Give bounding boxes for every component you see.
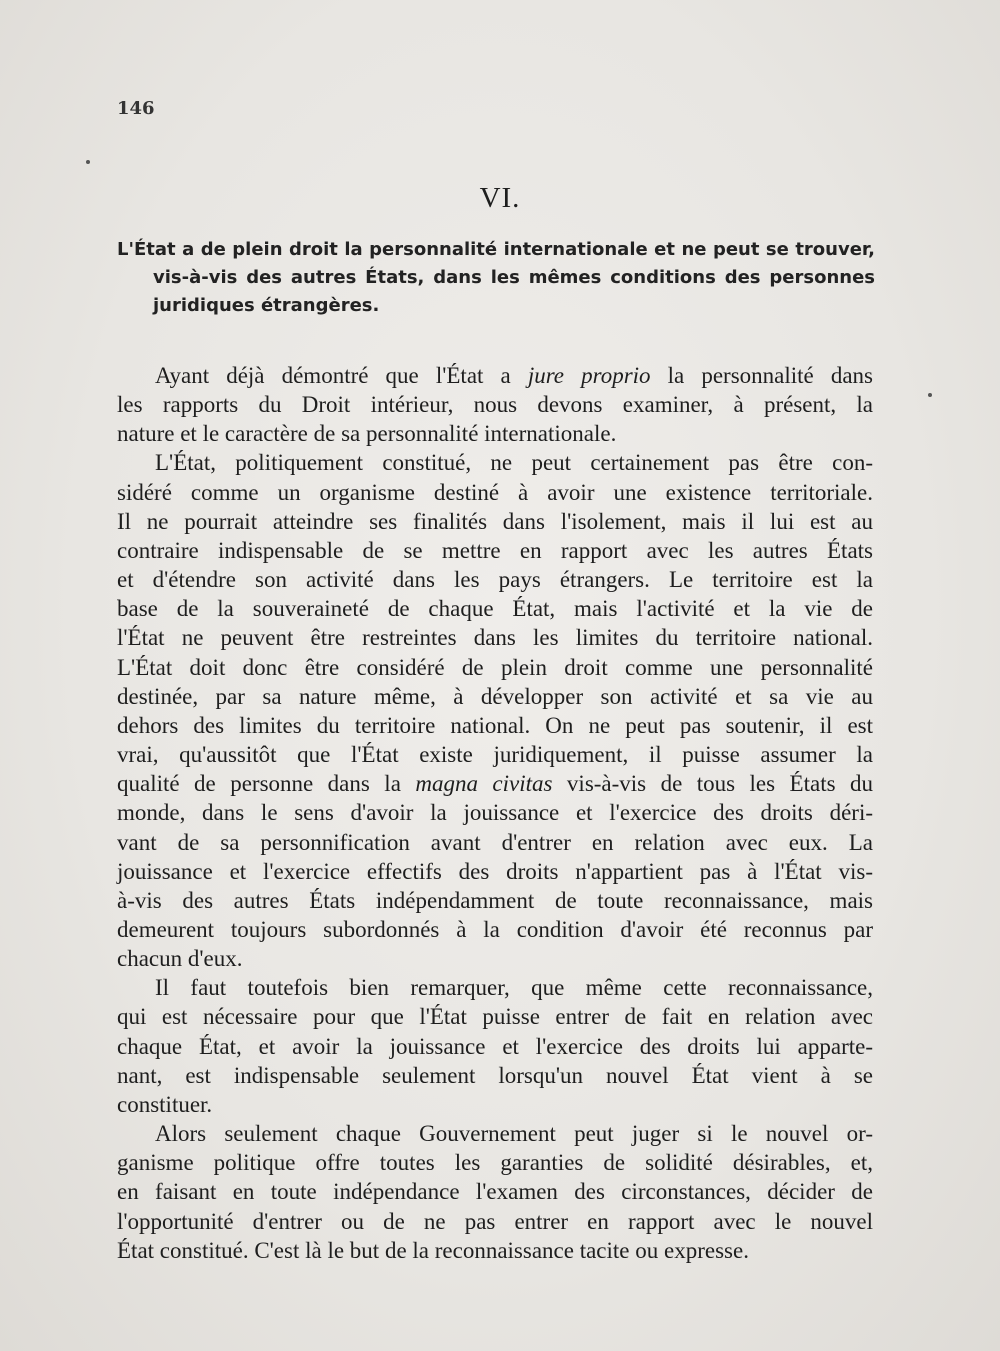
text-line: Il faut toutefois bien remarquer, que même cette reconnaissance, [155, 975, 873, 1001]
paragraph [117, 1119, 873, 1265]
text-line: chaque État, et avoir la jouissance et l'exercice des droits lui apparte- [117, 1033, 873, 1059]
text-line: contraire indispensable de se mettre en rapport avec les autres États [117, 537, 873, 563]
text-line: nature et le caractère de sa personnalité internationale. [117, 421, 617, 447]
text-line: monde, dans le sens d'avoir la jouissance et l'exercice des droits déri- [117, 800, 873, 826]
page-number: 146 [117, 98, 155, 119]
text-line: à-vis des autres États indépendamment de toute reconnaissance, mais [117, 887, 873, 913]
text-line: Ayant déjà démontré que l'État a jure proprio la personnalité dans [155, 363, 873, 388]
text-line: les rapports du Droit intérieur, nous devons examiner, à présent, la [117, 392, 873, 418]
text-line: dehors des limites du territoire national. On ne peut pas soutenir, il est [117, 712, 873, 738]
text-line: demeurent toujours subordonnés à la condition d'avoir été reconnus par [117, 916, 873, 942]
text-line: qui est nécessaire pour que l'État puisse entrer de fait en relation avec [117, 1004, 873, 1030]
paragraph [117, 361, 873, 448]
print-speck [86, 160, 90, 164]
text-line: destinée, par sa nature même, à développer son activité et sa vie au [117, 683, 873, 709]
text-line: chacun d'eux. [117, 946, 243, 972]
text-line: constituer. [117, 1091, 213, 1117]
text-line: Il ne pourrait atteindre ses finalités dans l'isolement, mais il lui est au [117, 508, 873, 534]
paragraph [117, 973, 873, 1119]
text-line: base de la souveraineté de chaque État, mais l'activité et la vie de [117, 596, 873, 622]
italic-phrase: jure proprio [527, 363, 651, 388]
text-line: vant de sa personnification avant d'entrer en relation avec eux. La [117, 829, 873, 855]
text-line: l'État ne peuvent être restreintes dans les limites du territoire national. [117, 625, 873, 651]
text-line: Alors seulement chaque Gouvernement peut juger si le nouvel or- [155, 1121, 873, 1147]
text-line: vrai, qu'aussitôt que l'État existe juridiquement, il puisse assumer la [117, 742, 873, 768]
text-line: nant, est indispensable seulement lorsqu'un nouvel État vient à se [117, 1062, 873, 1088]
text-line: l'opportunité d'entrer ou de ne pas entrer en rapport avec le nouvel [117, 1208, 873, 1234]
section-heading [117, 236, 875, 320]
text-line: en faisant en toute indépendance l'examen des circonstances, décider de [117, 1179, 873, 1205]
heading-line: vis-à-vis des autres États, dans les mêmes conditions des personnes [153, 267, 875, 288]
text-line: ganisme politique offre toutes les garanties de solidité désirables, et, [117, 1150, 873, 1176]
paragraph [117, 448, 873, 973]
heading-line: juridiques étrangères. [153, 295, 380, 316]
text-line: et d'étendre son activité dans les pays étrangers. Le territoire est la [117, 567, 873, 593]
text-line: État constitué. C'est là le but de la reconnaissance tacite ou expresse. [117, 1237, 749, 1263]
text-line: L'État, politiquement constitué, ne peut certainement pas être con- [155, 450, 873, 476]
text-line: L'État doit donc être considéré de plein droit comme une personnalité [117, 654, 873, 680]
body-text [117, 361, 873, 1265]
text-line: jouissance et l'exercice effectifs des droits n'appartient pas à l'État vis- [117, 858, 873, 884]
italic-phrase: magna civitas [415, 771, 553, 797]
text-line: qualité de personne dans la magna civitas vis-à-vis de tous les États du [117, 771, 873, 797]
heading-line: L'État a de plein droit la personnalité internationale et ne peut se trouver, [117, 239, 875, 260]
text-line: sidéré comme un organisme destiné à avoir une existence territoriale. [117, 479, 873, 505]
section-number: VI. [479, 182, 521, 214]
print-speck [928, 393, 932, 397]
